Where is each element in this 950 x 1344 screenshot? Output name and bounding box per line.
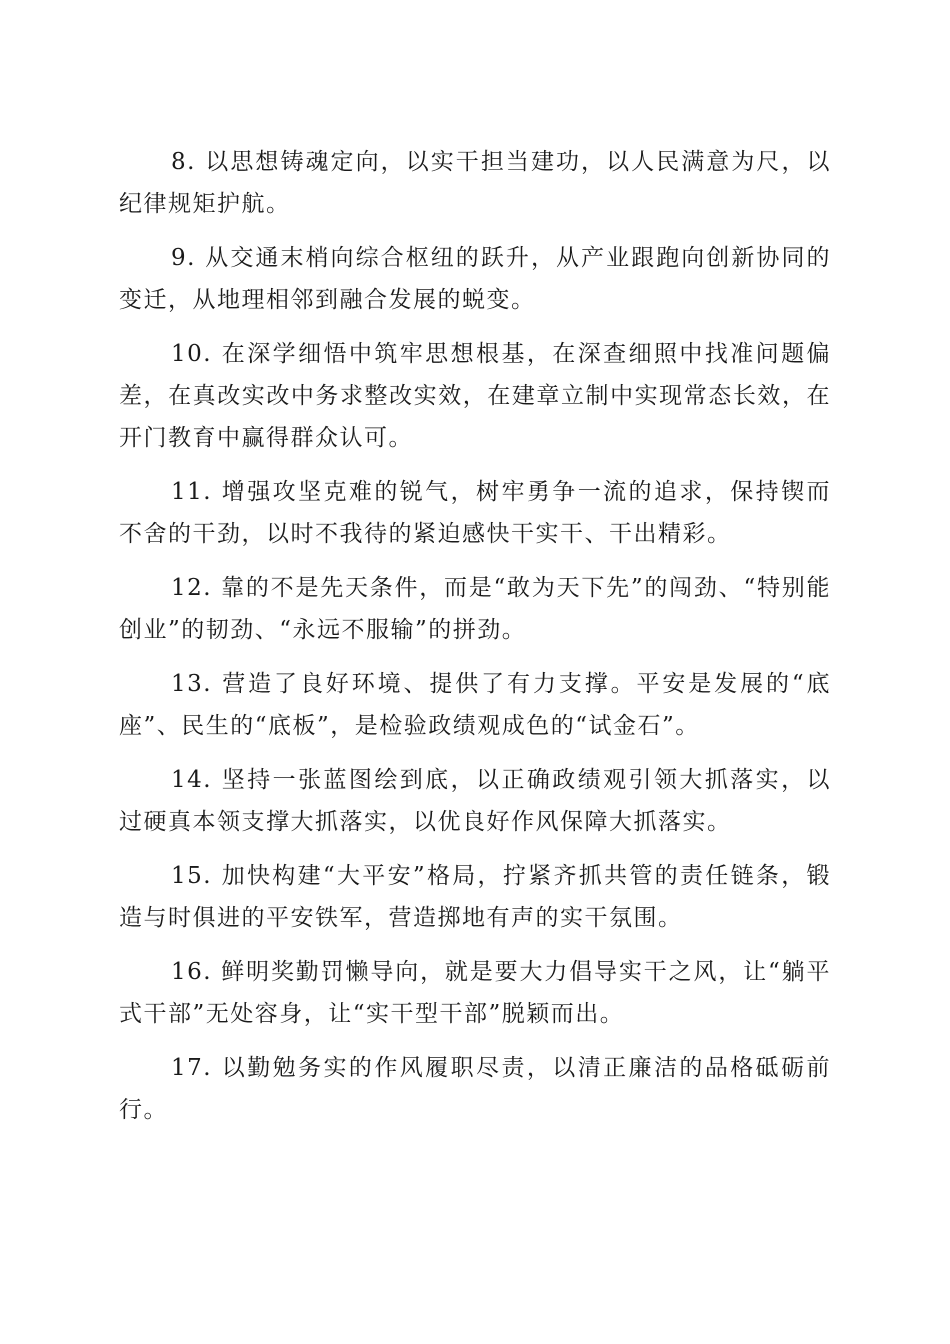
paragraph-15: 15. 加快构建“大平安”格局，拧紧齐抓共管的责任链条，锻造与时俱进的平安铁军，营造掷地有声的实干氛围。 xyxy=(119,863,831,931)
document-body xyxy=(119,141,831,1143)
paragraph-13: 13. 营造了良好环境、提供了有力支撑。平安是发展的“底座”、民生的“底板”，是检验政绩观成色的“试金石”。 xyxy=(119,671,831,739)
paragraph-16: 16. 鲜明奖勤罚懒导向，就是要大力倡导实干之风，让“躺平式干部”无处容身，让“实干型干部”脱颖而出。 xyxy=(119,959,831,1027)
paragraph-11: 11. 增强攻坚克难的锐气，树牢勇争一流的追求，保持锲而不舍的干劲，以时不我待的紧迫感快干实干、干出精彩。 xyxy=(119,479,831,547)
paragraph-12: 12. 靠的不是先天条件，而是“敢为天下先”的闯劲、“特别能创业”的韧劲、“永远不服输”的拼劲。 xyxy=(119,575,831,643)
paragraph-8: 8. 以思想铸魂定向，以实干担当建功，以人民满意为尺，以纪律规矩护航。 xyxy=(119,149,831,217)
paragraph-9: 9. 从交通末梢向综合枢纽的跃升，从产业跟跑向创新协同的变迁，从地理相邻到融合发展的蜕变。 xyxy=(119,245,831,313)
paragraph-10: 10. 在深学细悟中筑牢思想根基，在深查细照中找准问题偏差，在真改实改中务求整改实效，在建章立制中实现常态长效，在开门教育中赢得群众认可。 xyxy=(119,341,831,451)
paragraph-17: 17. 以勤勉务实的作风履职尽责，以清正廉洁的品格砥砺前行。 xyxy=(119,1055,831,1123)
paragraph-14: 14. 坚持一张蓝图绘到底，以正确政绩观引领大抓落实，以过硬真本领支撑大抓落实，以优良好作风保障大抓落实。 xyxy=(119,767,831,835)
